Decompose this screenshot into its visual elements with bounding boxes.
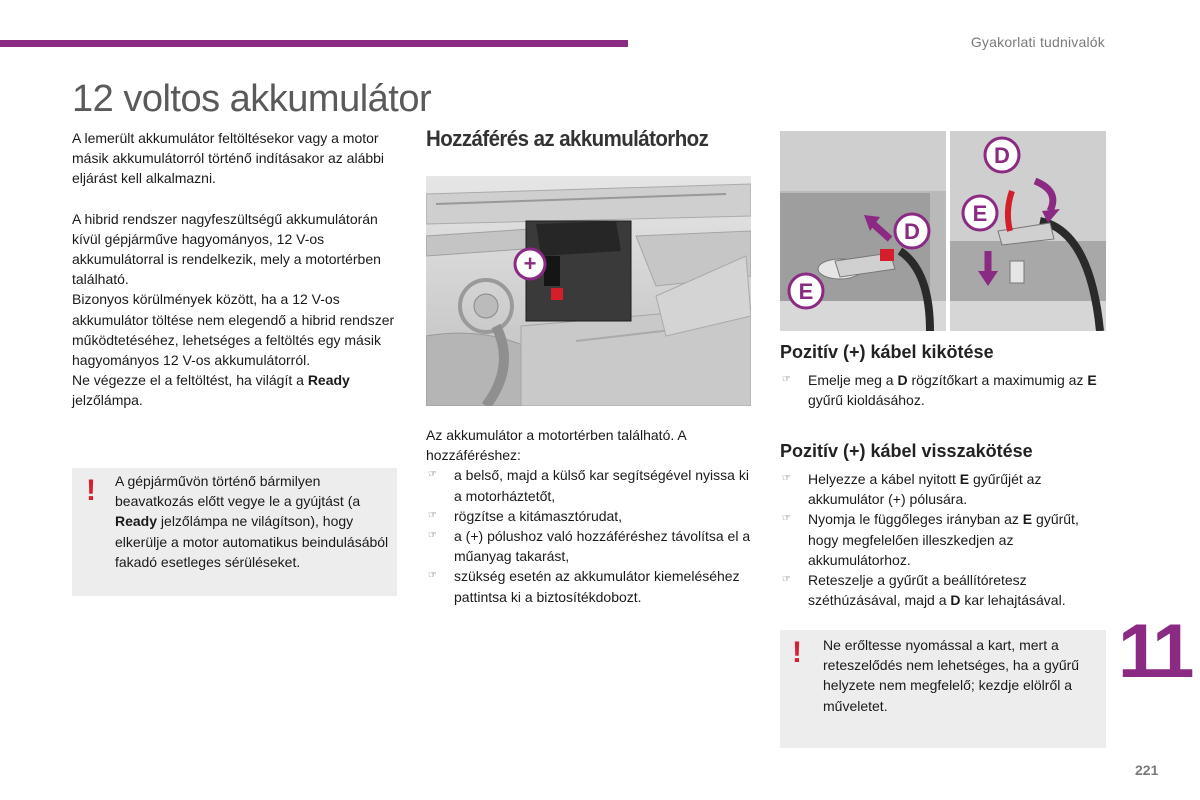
disconnect-steps xyxy=(780,370,1110,410)
step-bold: E xyxy=(959,471,970,487)
step-bold: E xyxy=(1087,372,1097,388)
lever-d-label: D xyxy=(994,143,1010,168)
list-item-text: szükség esetén az akkumulátor kiemeléséhez pattintsa ki a biztosítékdobozt. xyxy=(454,568,740,605)
warning-icon: ! xyxy=(86,474,96,507)
intro-paragraph: A lemerült akkumulátor feltöltésekor vagy a motor másik akkumulátorról történő indításakor az alábbi eljárást kell alkalmazni. xyxy=(72,130,385,187)
pointing-hand-icon: ☞ xyxy=(782,374,791,385)
disconnect-illustration xyxy=(780,131,946,331)
chapter-number: 11 xyxy=(1118,609,1191,694)
ring-e-label: E xyxy=(798,279,814,304)
access-heading: Hozzáférés az akkumulátorhoz xyxy=(426,126,709,151)
warning-text xyxy=(115,471,390,572)
charge-paragraph: Bizonyos körülmények között, ha a 12 V-os akkumulátor töltése nem elegendő a hibrid rendszer működtetéséhez, lehetséges a feltöltés egy másik hagyományos 12 V-os akkumulátorról. xyxy=(72,291,395,369)
list-item xyxy=(426,465,756,505)
warning-box-lever xyxy=(780,630,1106,748)
reconnect-heading: Pozitív (+) kábel visszakötése xyxy=(780,441,1033,461)
plus-terminal-label: + xyxy=(523,251,537,276)
access-steps-column xyxy=(426,425,756,607)
ready-text-post: jelzőlámpa. xyxy=(72,392,143,409)
list-item-text: rögzítse a kitámasztórudat, xyxy=(454,507,623,524)
list-item-text: a belső, majd a külső kar segítségével nyissa ki a motorháztetőt, xyxy=(454,467,749,504)
step-bold: D xyxy=(897,372,908,388)
pointing-hand-icon: ☞ xyxy=(428,530,437,542)
list-item xyxy=(780,570,1110,610)
page-number: 221 xyxy=(1135,762,1159,778)
section-header: Gyakorlati tudnivalók xyxy=(970,34,1105,50)
pointing-hand-icon: ☞ xyxy=(428,570,437,582)
step-text: Nyomja le függőleges irányban az xyxy=(808,511,1023,528)
disconnect-steps-list xyxy=(780,370,1110,410)
ready-text-bold: Ready xyxy=(307,372,350,389)
list-item xyxy=(426,506,756,526)
step-text: Reteszelje a gyűrűt a beállítóretesz széthúzásával, majd a xyxy=(808,572,1027,609)
ready-paragraph xyxy=(72,370,402,410)
intro-column xyxy=(72,128,402,411)
step-text: gyűrű kioldásához. xyxy=(808,392,925,409)
pointing-hand-icon: ☞ xyxy=(782,473,791,484)
pointing-hand-icon: ☞ xyxy=(782,574,791,586)
step-text: gyűrűjét az akkumulátor (+) pólusára. xyxy=(808,471,1042,508)
warning-text: Ne erőltesse nyomással a kart, mert a reteszelődés nem lehetséges, ha a gyűrű helyzete nem megfelelő; kezdje elölről a műveletet. xyxy=(823,637,1080,714)
pointing-hand-icon: ☞ xyxy=(428,469,437,481)
step-bold: E xyxy=(1022,511,1033,528)
disconnect-heading: Pozitív (+) kábel kikötése xyxy=(780,342,994,362)
terminal-photo-disconnect xyxy=(780,131,946,331)
pointing-hand-icon: ☞ xyxy=(428,509,437,521)
list-item xyxy=(426,566,756,606)
engine-bay-photo xyxy=(426,176,751,406)
reconnect-illustration xyxy=(950,131,1106,331)
warning-text-post: jelzőlámpa ne világítson), hogy elkerülje a motor automatikus beindulásából fakadó esetleges sérüléseket. xyxy=(115,513,389,570)
list-item-text: a (+) pólushoz való hozzáféréshez távolítsa el a műanyag takarást, xyxy=(454,528,751,565)
step-text: kar lehajtásával. xyxy=(960,592,1066,609)
engine-bay-illustration xyxy=(426,176,751,406)
access-intro: Az akkumulátor a motortérben található. A hozzáféréshez: xyxy=(426,427,686,464)
warning-box-ignition xyxy=(72,468,397,596)
terminal-photo-reconnect xyxy=(950,131,1106,331)
list-item xyxy=(780,469,1110,509)
lever-d-label: D xyxy=(904,219,920,244)
page-title: 12 voltos akkumulátor xyxy=(72,78,432,120)
pointing-hand-icon: ☞ xyxy=(782,513,791,525)
hybrid-paragraph: A hibrid rendszer nagyfeszültségű akkumulátorán kívül gépjárműve hagyományos, 12 V-os akkumulátorral is rendelkezik, mely a motortérben található. xyxy=(72,210,381,288)
step-text: Helyezze a kábel nyitott xyxy=(808,471,960,487)
warning-text-pre: A gépjárművön történő bármilyen beavatkozás előtt vegye le a gyújtást (a xyxy=(115,473,361,510)
warning-icon: ! xyxy=(792,636,802,669)
list-item xyxy=(426,526,756,566)
header-accent-bar xyxy=(0,40,628,47)
reconnect-steps-list xyxy=(780,469,1110,610)
list-item xyxy=(780,509,1110,570)
step-text: gyűrűt, hogy megfelelően illeszkedjen az akkumulátorhoz. xyxy=(808,511,1079,568)
access-steps-list xyxy=(426,465,756,606)
step-bold: D xyxy=(950,592,961,609)
step-text: rögzítőkart a maximumig az xyxy=(907,372,1088,388)
warning-text-bold: Ready xyxy=(115,513,158,530)
ring-e-label: E xyxy=(972,201,988,226)
step-text: Emelje meg a xyxy=(808,372,898,388)
reconnect-steps xyxy=(780,469,1110,610)
ready-text-pre: Ne végezze el a feltöltést, ha világít a xyxy=(72,372,308,389)
list-item xyxy=(780,370,1110,410)
